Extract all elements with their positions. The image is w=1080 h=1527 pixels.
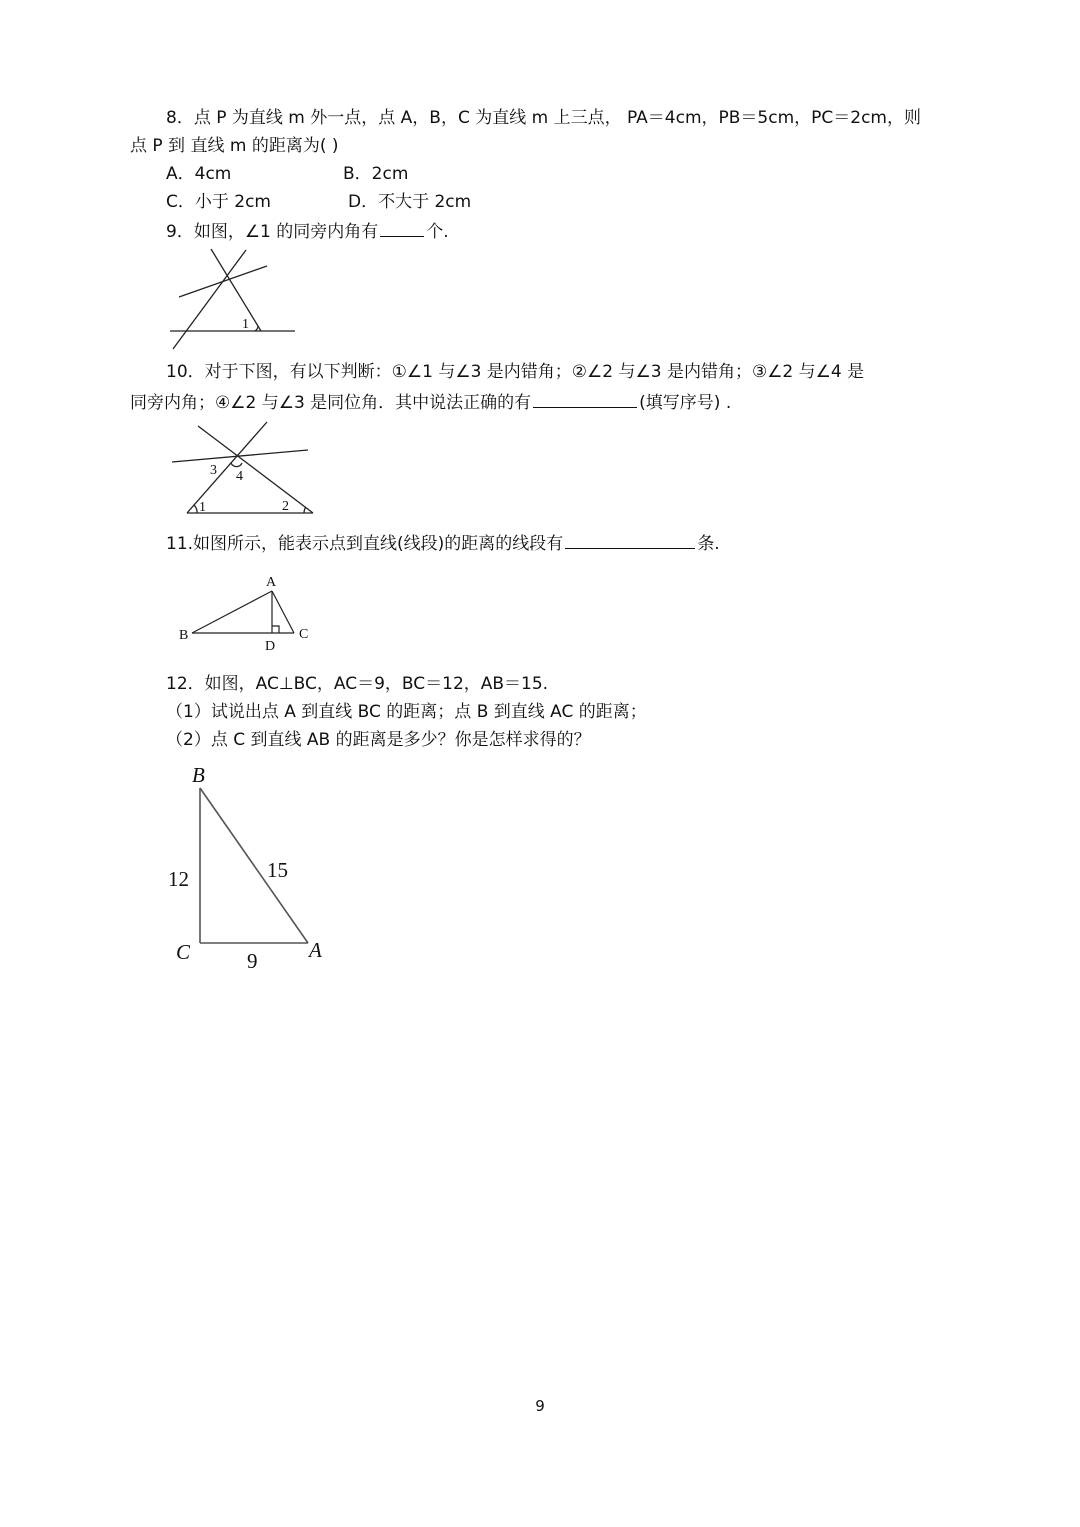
q12-label-b: B	[192, 763, 205, 787]
q12-line1: 12．如图，AC⊥BC，AC＝9，BC＝12，AB＝15.	[166, 674, 549, 694]
q12-figure	[160, 760, 340, 975]
q10-angle-4-arc	[231, 463, 242, 467]
q11-answer-blank[interactable]	[565, 531, 695, 549]
q8-line2: 点 P 到 直线 m 的距离为( )	[130, 136, 339, 156]
q10-line2	[130, 390, 731, 414]
q12-label-a: A	[309, 938, 322, 962]
q8-option-b: B．2cm	[343, 164, 409, 184]
q11-figure	[172, 568, 322, 658]
q10-angle-2-label: 2	[282, 499, 289, 514]
q8-option-a: A．4cm	[166, 164, 232, 184]
q12-length-ab: 15	[267, 858, 288, 882]
q11-text	[166, 531, 720, 555]
q9-diagonal-line	[211, 249, 261, 331]
q10-line1: 10．对于下图，有以下判断：①∠1 与∠3 是内错角；②∠2 与∠3 是内错角；③∠2 与∠4 是	[166, 362, 865, 382]
q10-suffix: (填写序号) .	[639, 393, 732, 413]
page-number: 9	[535, 1397, 545, 1415]
q12-side-ab	[200, 788, 308, 943]
q12-label-c: C	[176, 940, 191, 964]
q9-prompt: 9．如图，∠1 的同旁内角有	[166, 222, 379, 242]
q10-figure	[170, 420, 320, 520]
q9-angle-1-arc	[255, 326, 258, 331]
q11-label-c: C	[299, 627, 309, 642]
q11-right-angle-mark	[272, 626, 279, 633]
q11-label-b: B	[179, 628, 189, 643]
q11-prompt: 11.如图所示，能表示点到直线(线段)的距离的线段有	[166, 534, 564, 554]
q10-angle-4-label: 4	[236, 469, 243, 484]
q9-text	[166, 219, 449, 243]
q11-suffix: 条.	[697, 534, 720, 554]
q9-suffix: 个.	[426, 222, 449, 242]
q10-angle-3-label: 3	[210, 463, 217, 478]
q10-angle-2-arc	[304, 507, 306, 513]
q10-answer-blank[interactable]	[533, 390, 637, 408]
q12-line3: （2）点 C 到直线 AB 的距离是多少？你是怎样求得的？	[166, 730, 591, 750]
q9-answer-blank[interactable]	[380, 219, 424, 237]
q12-line2: （1）试说出点 A 到直线 BC 的距离；点 B 到直线 AC 的距离；	[166, 702, 647, 722]
q11-segment-ac	[272, 591, 294, 633]
q8-option-c: C．小于 2cm	[166, 192, 271, 212]
q10-angle-1-label: 1	[199, 500, 206, 515]
q8-line1: 8．点 P 为直线 m 外一点，点 A，B，C 为直线 m 上三点， PA＝4cm，PB＝5cm，PC＝2cm，则	[166, 108, 921, 128]
q11-segment-ab	[192, 591, 272, 633]
q9-figure	[165, 245, 305, 355]
q11-label-d: D	[265, 639, 276, 654]
q10-prompt: 同旁内角；④∠2 与∠3 是同位角．其中说法正确的有	[130, 393, 532, 413]
q11-label-a: A	[266, 575, 277, 590]
q9-steep-line	[173, 250, 246, 349]
q9-angle-1-label: 1	[242, 317, 249, 332]
q10-angle-1-arc	[194, 505, 197, 513]
q12-length-bc: 12	[168, 867, 189, 891]
q12-length-ca: 9	[247, 949, 258, 973]
q8-option-d: D．不大于 2cm	[348, 192, 472, 212]
